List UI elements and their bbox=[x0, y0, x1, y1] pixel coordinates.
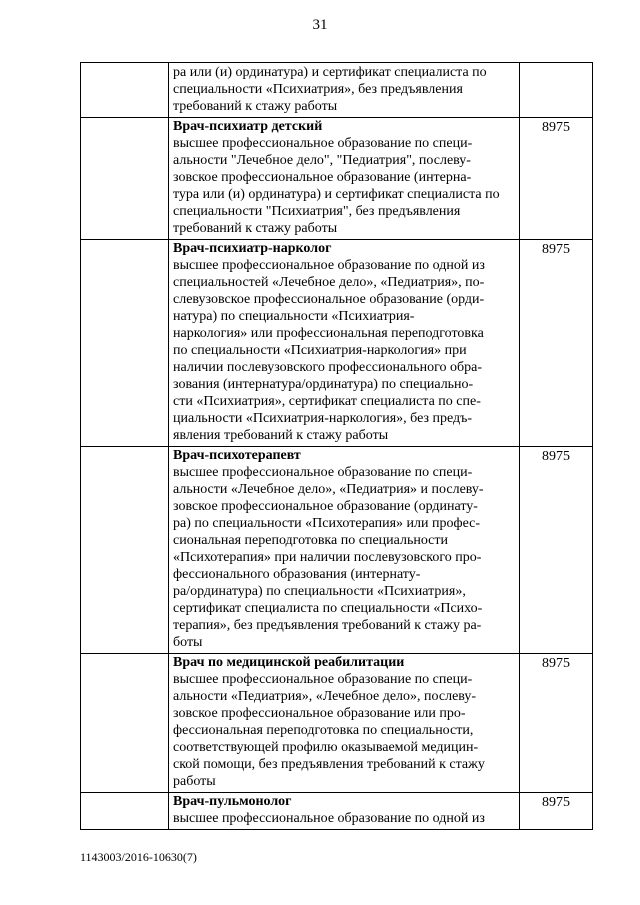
empty-cell bbox=[81, 63, 169, 118]
table-row bbox=[81, 793, 593, 830]
table-row bbox=[81, 654, 593, 793]
position-description: высшее профессиональное образование по специ- альности "Лечебное дело", "Педиатрия", послеву- зовское профессиональное образование (интерна- тура или (и) ординатура) и сертификат специалиста по специальности "Психиатрия", без предъявления требований к стажу работы bbox=[173, 136, 500, 236]
position-title: Врач-пульмонолог bbox=[173, 794, 292, 809]
salary-cell: 8975 bbox=[520, 654, 593, 793]
salary-cell bbox=[520, 63, 593, 118]
table-row bbox=[81, 240, 593, 447]
position-cell bbox=[169, 793, 520, 830]
position-title: Врач-психотерапевт bbox=[173, 448, 301, 463]
empty-cell bbox=[81, 240, 169, 447]
position-description: высшее профессиональное образование по специ- альности «Лечебное дело», «Педиатрия» и послеву- зовское профессиональное образование (ординату- ра) по специальности «Психотерапия» или профес- сиональная переподготовка по специальности «Психотерапия» при наличии послевузовского про- фессионального образования (интернату- ра/ординатура) по специальности «Психиатрия», сертификат специалиста по специальности «Психо- терапия», без предъявления требований к стажу ра- боты bbox=[173, 465, 484, 650]
empty-cell bbox=[81, 118, 169, 240]
salary-cell: 8975 bbox=[520, 447, 593, 654]
position-cell bbox=[169, 654, 520, 793]
table-row bbox=[81, 447, 593, 654]
position-description: высшее профессиональное образование по одной из bbox=[173, 811, 485, 826]
position-cell bbox=[169, 447, 520, 654]
salary-cell: 8975 bbox=[520, 240, 593, 447]
empty-cell bbox=[81, 447, 169, 654]
position-title: Врач-психиатр детский bbox=[173, 119, 323, 134]
positions-table bbox=[80, 62, 593, 830]
table-row bbox=[81, 63, 593, 118]
position-title: Врач по медицинской реабилитации bbox=[173, 655, 405, 670]
empty-cell bbox=[81, 793, 169, 830]
document-code: 1143003/2016-10630(7) bbox=[80, 850, 197, 864]
table-row bbox=[81, 118, 593, 240]
salary-cell: 8975 bbox=[520, 793, 593, 830]
position-cell bbox=[169, 118, 520, 240]
position-cell bbox=[169, 240, 520, 447]
empty-cell bbox=[81, 654, 169, 793]
position-description: ра или (и) ординатура) и сертификат специалиста по специальности «Психиатрия», без предъявления требований к стажу работы bbox=[173, 65, 487, 114]
position-description: высшее профессиональное образование по одной из специальностей «Лечебное дело», «Педиатрия», по- слевузовское профессиональное образование (орди- натура) по специальности «Психиатрия- наркология» или профессиональная переподготовка по специальности «Психиатрия-наркология» при наличии послевузовского профессионального обра- зования (интернатура/ординатура) по специально- сти «Психиатрия», сертификат специалиста по спе- циальности «Психиатрия-наркология», без предъ- явления требований к стажу работы bbox=[173, 258, 485, 443]
position-title: Врач-психиатр-нарколог bbox=[173, 241, 332, 256]
page-number: 31 bbox=[312, 17, 328, 33]
position-cell bbox=[169, 63, 520, 118]
position-description: высшее профессиональное образование по специ- альности «Педиатрия», «Лечебное дело», послеву- зовское профессиональное образование или про- фессиональная переподготовка по специальности, соответствующей профилю оказываемой медицин- ской помощи, без предъявления требований к стажу работы bbox=[173, 672, 485, 789]
salary-cell: 8975 bbox=[520, 118, 593, 240]
